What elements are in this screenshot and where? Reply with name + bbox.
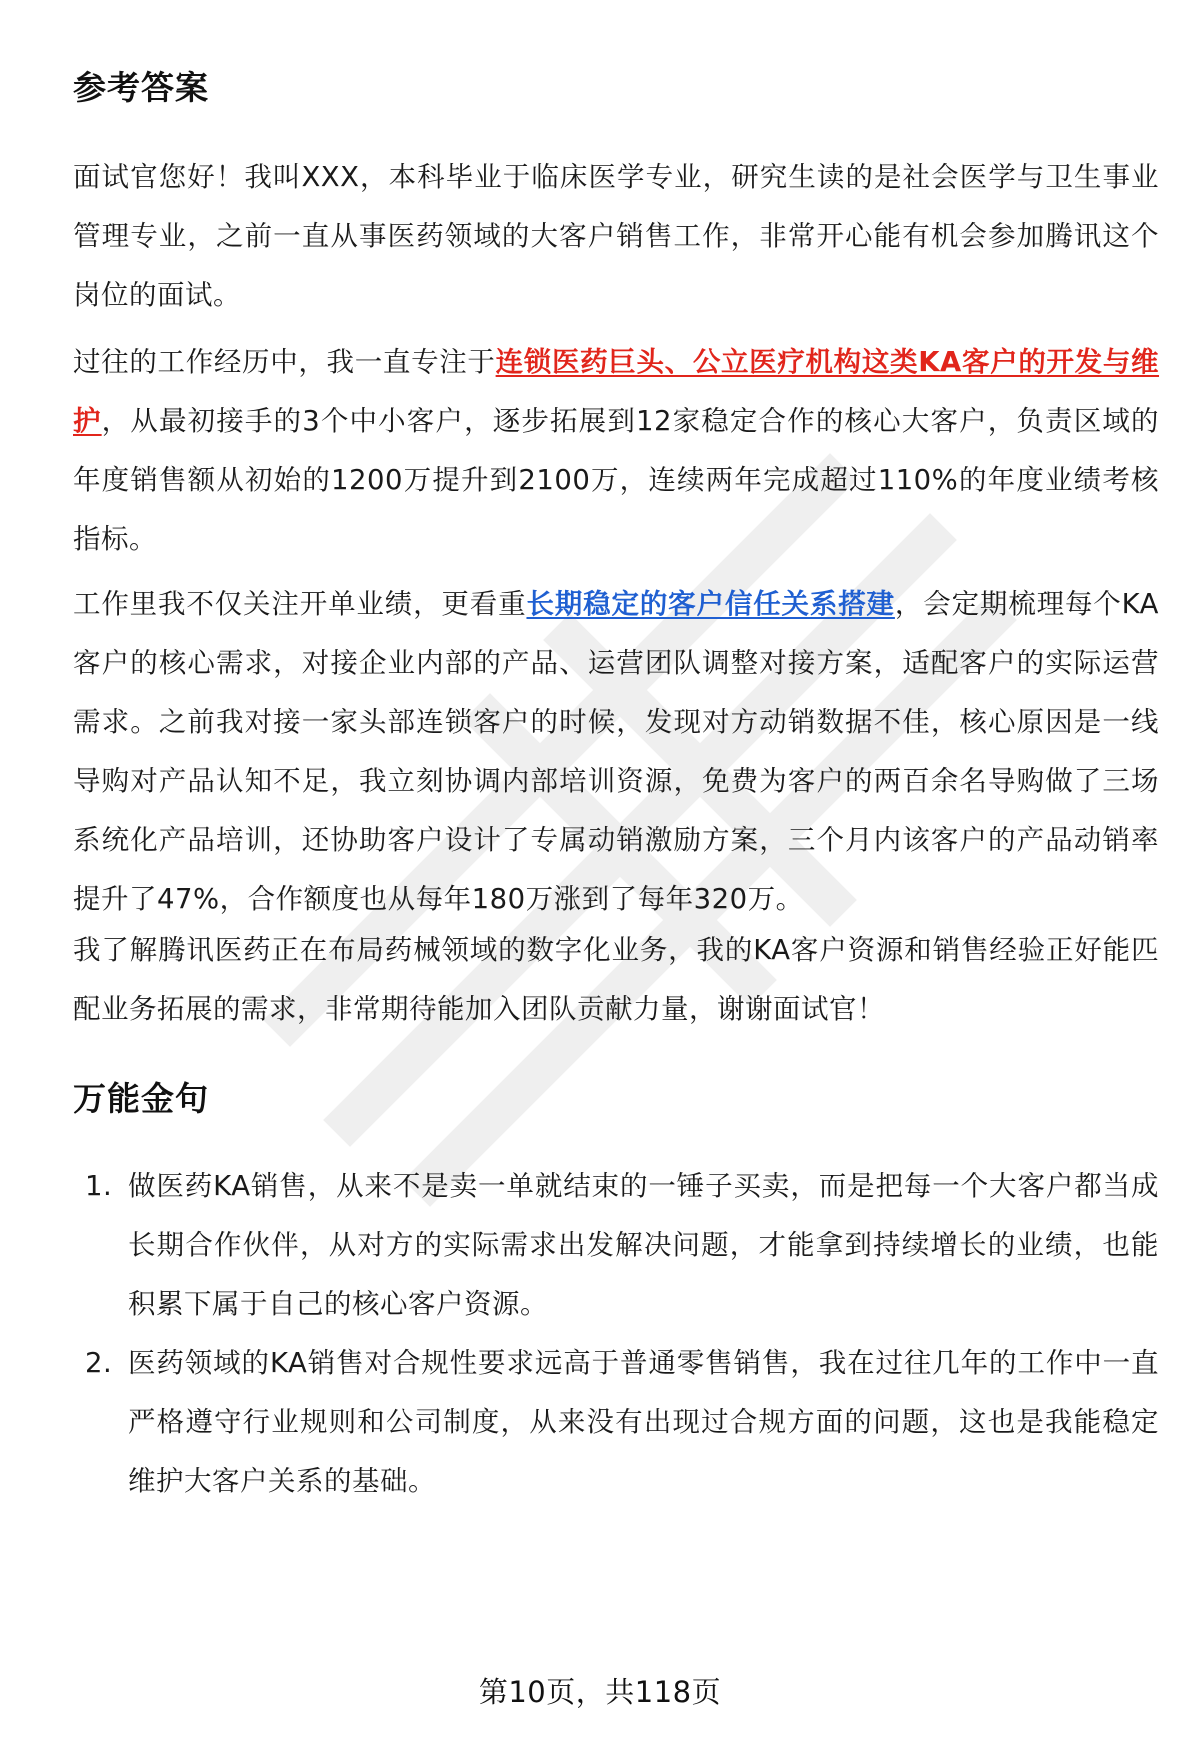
answer-paragraph-closing: 我了解腾讯医药正在布局药械领域的数字化业务，我的KA客户资源和销售经验正好能匹配业务拓展的需求，非常期待能加入团队贡献力量，谢谢面试官！	[73, 934, 1159, 1025]
answer-paragraph-intro: 面试官您好！我叫XXX，本科毕业于临床医学专业，研究生读的是社会医学与卫生事业管理专业，之前一直从事医药领域的大客户销售工作，非常开心能有机会参加腾讯这个岗位的面试。	[73, 161, 1159, 311]
highlight-red-text: 连锁医药巨头、公立医疗机构这类KA客户的开发与维护	[73, 346, 1160, 437]
paragraph-text: ，会定期梳理每个KA客户的核心需求，对接企业内部的产品、运营团队调整对接方案，适配客户的实际运营需求。之前我对接一家头部连锁客户的时候，发现对方动销数据不佳，核心原因是一线导购对产品认知不足，我立刻协调内部培训资源，免费为客户的两百余名导购做了三场系统化产品培训，还协助客户设计了专属动销激励方案，三个月内该客户的产品动销率提升了47%，合作额度也从每年180万涨到了每年320万。	[73, 588, 1159, 915]
list-item	[73, 1157, 1159, 1334]
list-number: 2.	[85, 1347, 113, 1379]
highlight-blue-text: 长期稳定的客户信任关系搭建	[526, 588, 895, 620]
page-footer: 第10页，共118页	[478, 1675, 722, 1709]
answer-paragraph-experience	[73, 333, 1159, 569]
list-item	[73, 1334, 1159, 1511]
list-item-text: 医药领域的KA销售对合规性要求远高于普通零售销售，我在过往几年的工作中一直严格遵守行业规则和公司制度，从来没有出现过合规方面的问题，这也是我能稳定维护大客户关系的基础。	[128, 1347, 1159, 1497]
golden-sentence-list	[73, 1157, 1159, 1511]
list-number: 1.	[85, 1170, 113, 1202]
paragraph-text: 过往的工作经历中，我一直专注于	[73, 346, 496, 378]
paragraph-text: ，从最初接手的3个中小客户，逐步拓展到12家稳定合作的核心大客户，负责区域的年度销售额从初始的1200万提升到2100万，连续两年完成超过110%的年度业绩考核指标。	[73, 405, 1159, 555]
answer-paragraph-relationship	[73, 575, 1159, 929]
paragraph-text: 工作里我不仅关注开单业绩，更看重	[73, 588, 527, 620]
list-item-text: 做医药KA销售，从来不是卖一单就结束的一锤子买卖，而是把每一个大客户都当成长期合作伙伴，从对方的实际需求出发解决问题，才能拿到持续增长的业绩，也能积累下属于自己的核心客户资源。	[128, 1170, 1159, 1320]
section-heading-golden-sentences: 万能金句	[73, 1079, 209, 1118]
section-heading-reference-answer: 参考答案	[73, 68, 209, 107]
